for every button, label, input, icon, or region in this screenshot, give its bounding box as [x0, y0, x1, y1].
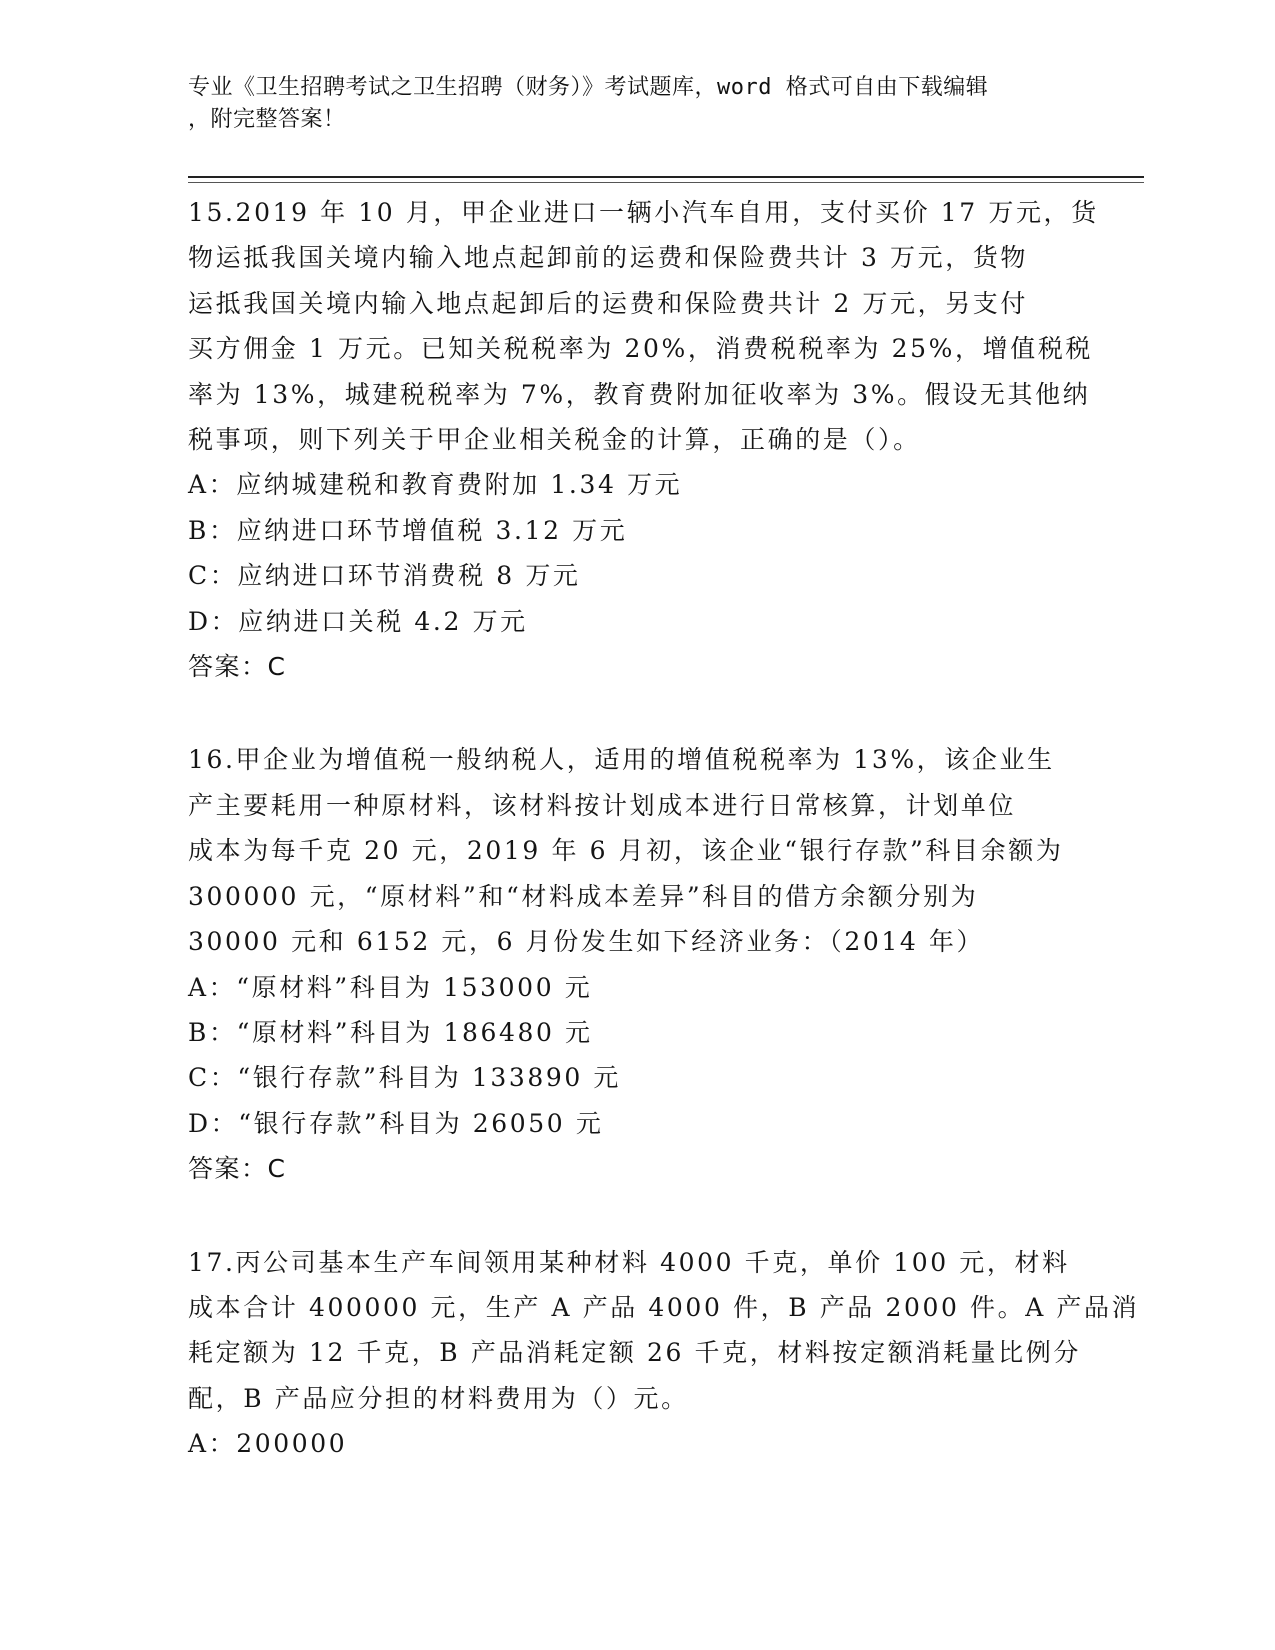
- option-a: A：200000: [188, 1429, 348, 1459]
- option-a: A：应纳城建税和教育费附加 1.34 万元: [188, 470, 683, 500]
- question-text-line: 率为 13%，城建税税率为 7%，教育费附加征收率为 3%。假设无其他纳: [188, 379, 1091, 409]
- question-text-line: 15.2019 年 10 月，甲企业进口一辆小汽车自用，支付买价 17 万元，货: [188, 198, 1099, 227]
- question-text-line: 买方佣金 1 万元。已知关税税率为 20%，消费税税率为 25%，增值税税: [188, 334, 1094, 364]
- question-text-line: 运抵我国关境内输入地点起卸后的运费和保险费共计 2 万元，另支付: [188, 288, 1029, 318]
- header-divider-thin: [188, 182, 1144, 183]
- question-text-line: 物运抵我国关境内输入地点起卸前的运费和保险费共计 3 万元，货物: [188, 243, 1029, 273]
- option-a: A：“原材料”科目为 153000 元: [188, 972, 593, 1002]
- document-header: [188, 72, 1068, 136]
- header-line: 专业《卫生招聘考试之卫生招聘（财务）》考试题库，word 格式可自由下载编辑: [188, 75, 989, 100]
- option-c: C：应纳进口环节消费税 8 万元: [188, 561, 581, 591]
- answer-label: 答案：C: [188, 652, 287, 682]
- option-b: B：应纳进口环节增值税 3.12 万元: [188, 515, 628, 545]
- question-text-line: 成本合计 400000 元，生产 A 产品 4000 件，B 产品 2000 件。A 产品消: [188, 1292, 1140, 1322]
- question-text-line: 耗定额为 12 千克，B 产品消耗定额 26 千克，材料按定额消耗量比例分: [188, 1338, 1081, 1368]
- question-text-line: 30000 元和 6152 元，6 月份发生如下经济业务：（2014 年）: [188, 927, 985, 957]
- question-15: [188, 190, 1099, 689]
- header-divider-thick: [188, 176, 1144, 178]
- question-text-line: 16.甲企业为增值税一般纳税人，适用的增值税税率为 13%，该企业生: [188, 745, 1055, 775]
- option-c: C：“银行存款”科目为 133890 元: [188, 1063, 622, 1093]
- option-b: B：“原材料”科目为 186480 元: [188, 1017, 593, 1047]
- question-text-line: 17.丙公司基本生产车间领用某种材料 4000 千克，单价 100 元，材料: [188, 1247, 1070, 1277]
- question-17: [188, 1240, 1140, 1467]
- option-d: D：“银行存款”科目为 26050 元: [188, 1108, 604, 1138]
- question-text-line: 产主要耗用一种原材料，该材料按计划成本进行日常核算，计划单位: [188, 790, 1017, 820]
- question-text-line: 成本为每千克 20 元，2019 年 6 月初，该企业“银行存款”科目余额为: [188, 836, 1064, 866]
- question-16: [188, 737, 1088, 1191]
- question-text-line: 税事项，则下列关于甲企业相关税金的计算，正确的是（）。: [188, 425, 921, 455]
- option-d: D：应纳进口关税 4.2 万元: [188, 606, 528, 636]
- header-line: ，附完整答案！: [188, 107, 346, 132]
- answer-label: 答案：C: [188, 1154, 287, 1184]
- question-text-line: 配，B 产品应分担的材料费用为（）元。: [188, 1383, 689, 1413]
- question-list: [188, 190, 1140, 1515]
- question-text-line: 300000 元，“原材料”和“材料成本差异”科目的借方余额分别为: [188, 881, 979, 911]
